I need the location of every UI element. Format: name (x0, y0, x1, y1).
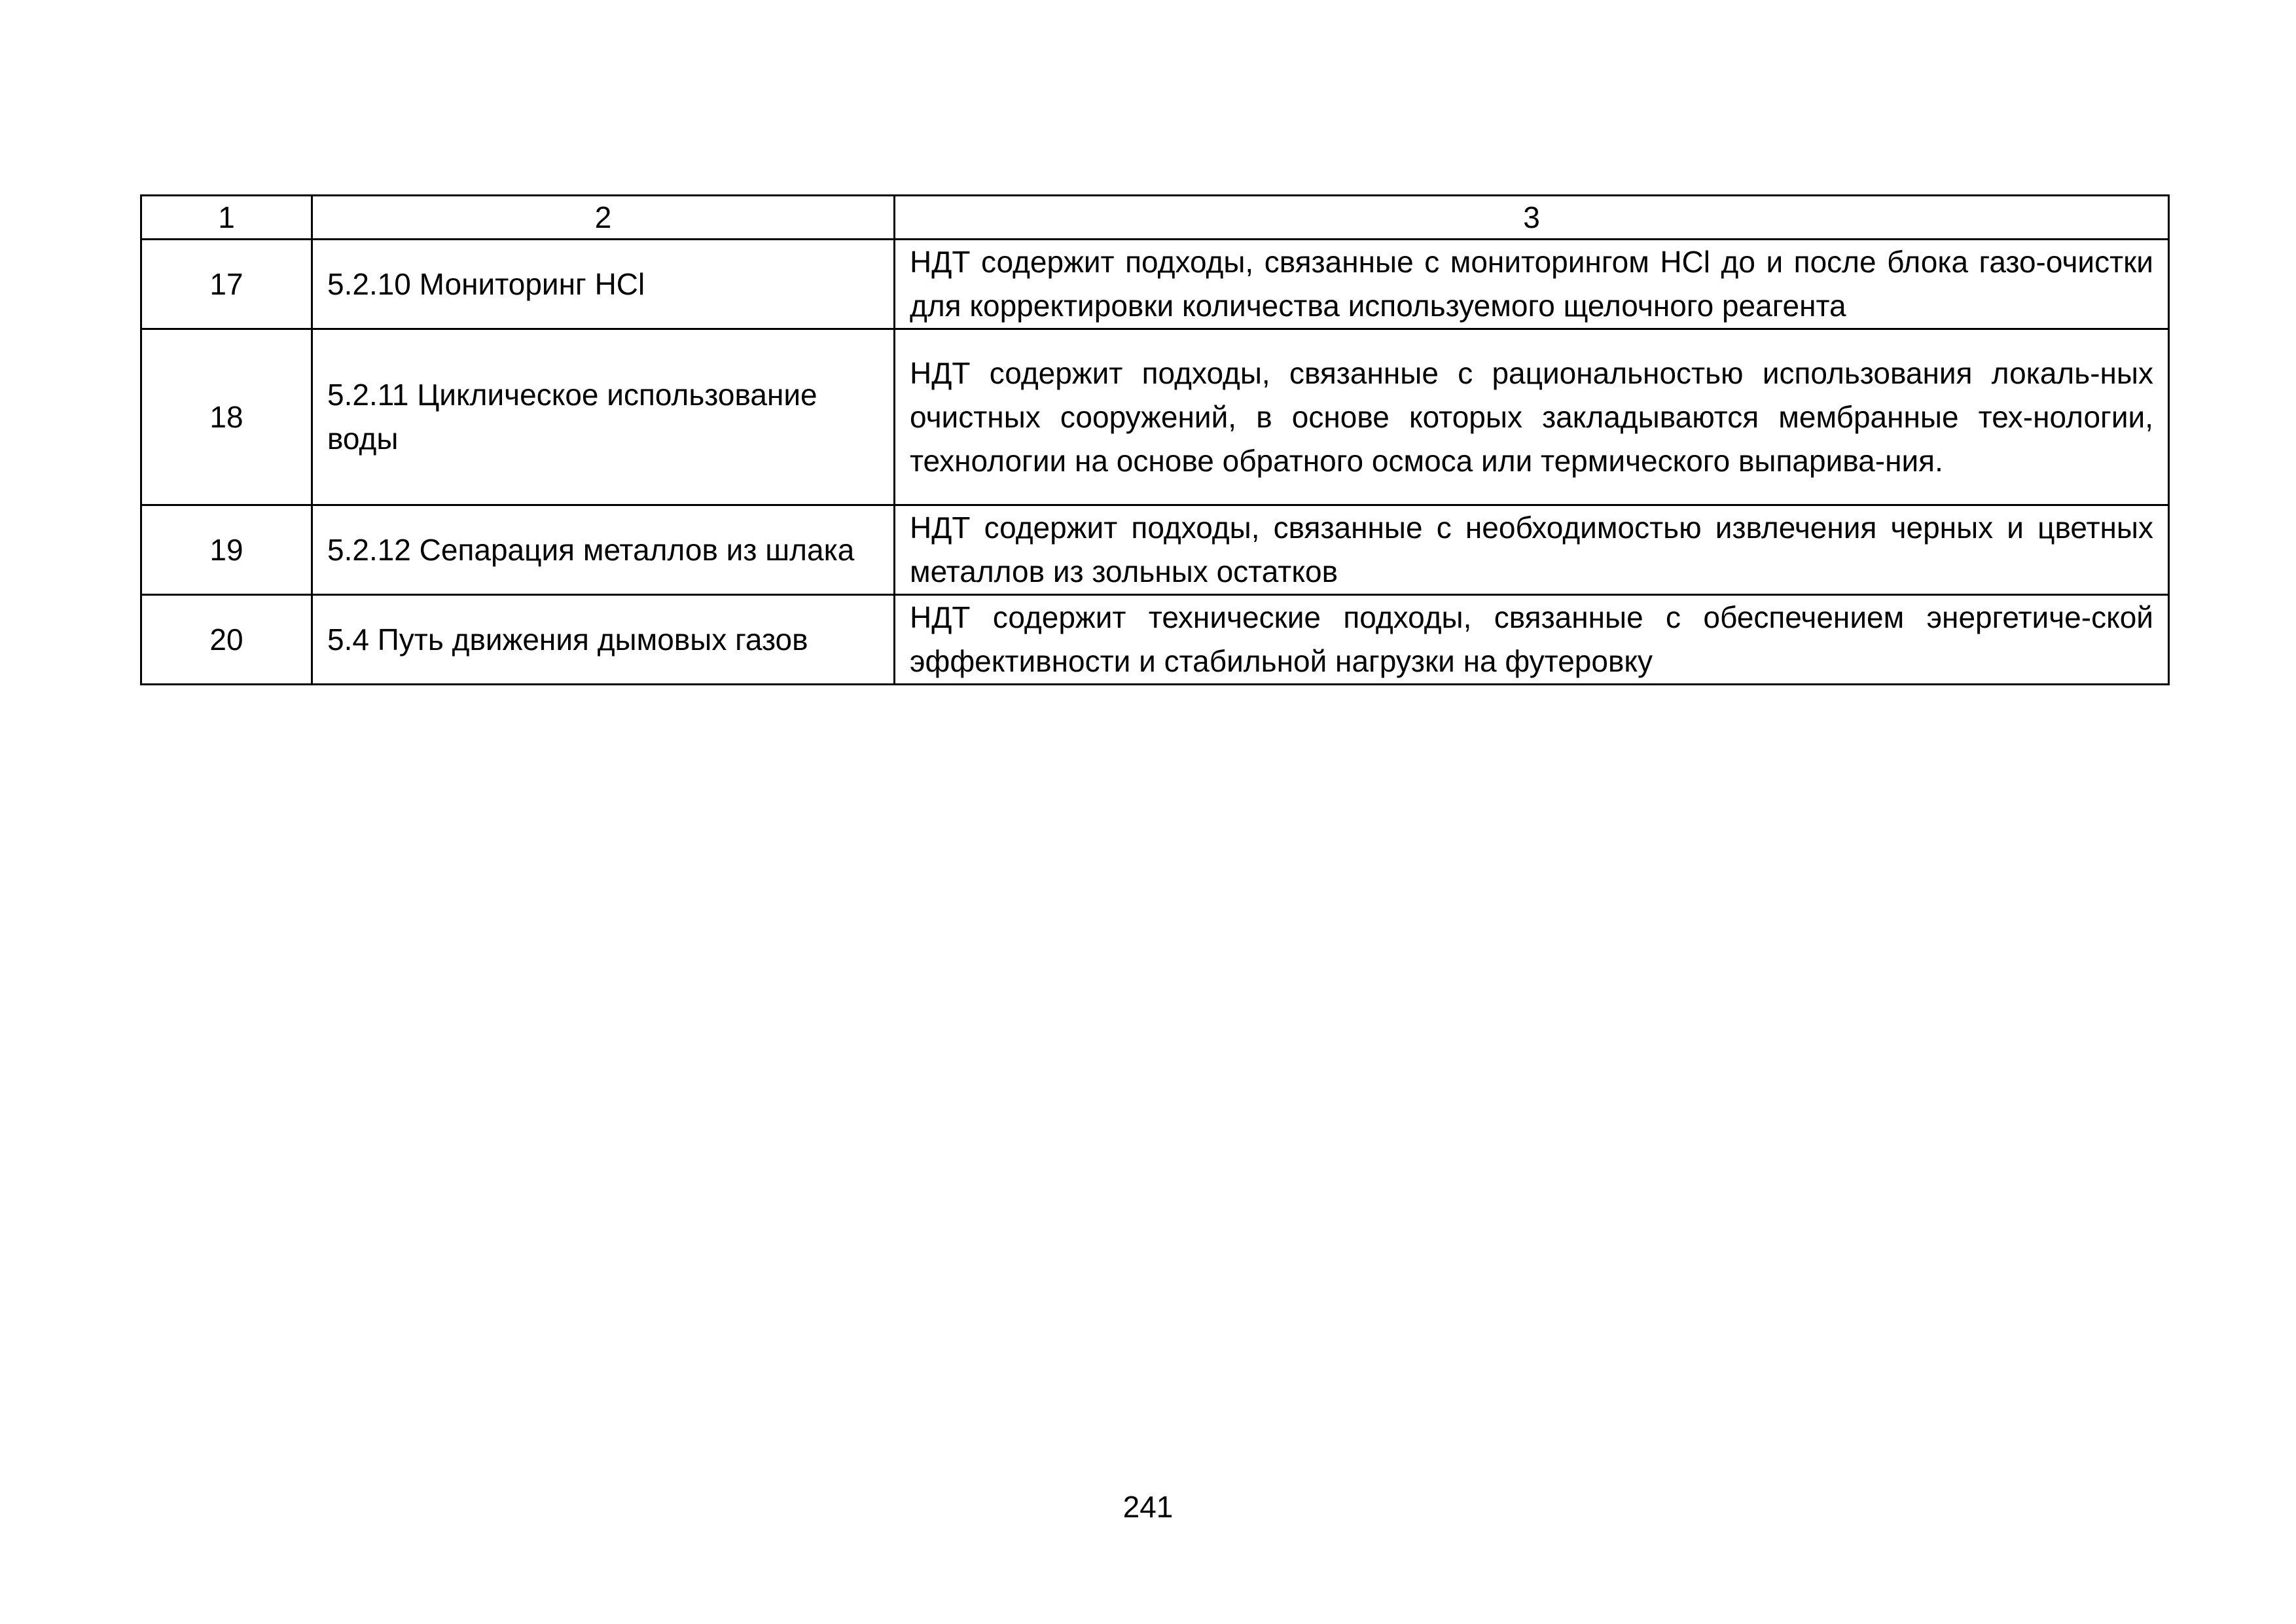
bat-table (140, 194, 2170, 685)
section-cell: 5.4 Путь движения дымовых газов (312, 595, 895, 685)
table-row (141, 505, 2169, 595)
row-number: 18 (141, 329, 312, 505)
page-number: 241 (1122, 1490, 1174, 1524)
description-cell: НДТ содержит технические подходы, связанные с обеспечением энергетиче-ской эффективности и стабильной нагрузки на футеровку (895, 595, 2169, 685)
header-cell-2: 2 (312, 196, 895, 240)
description-cell: НДТ содержит подходы, связанные с мониторингом HCl до и после блока газо-очистки для корректировки количества используемого щелочного реагента (895, 240, 2169, 329)
section-cell: 5.2.11 Циклическое использование воды (312, 329, 895, 505)
description-cell: НДТ содержит подходы, связанные с необходимостью извлечения черных и цветных металлов из зольных остатков (895, 505, 2169, 595)
table-row (141, 595, 2169, 685)
header-cell-1: 1 (141, 196, 312, 240)
table-row (141, 240, 2169, 329)
header-cell-3: 3 (895, 196, 2169, 240)
row-number: 20 (141, 595, 312, 685)
section-cell: 5.2.10 Мониторинг HCl (312, 240, 895, 329)
section-cell: 5.2.12 Сепарация металлов из шлака (312, 505, 895, 595)
row-number: 19 (141, 505, 312, 595)
table-row (141, 329, 2169, 505)
table-header-row (141, 196, 2169, 240)
row-number: 17 (141, 240, 312, 329)
description-cell: НДТ содержит подходы, связанные с рациональностью использования локаль-ных очистных сооружений, в основе которых закладываются мембранные тех-нологии, технологии на основе обратного осмоса или термического выпарива-ния. (895, 329, 2169, 505)
